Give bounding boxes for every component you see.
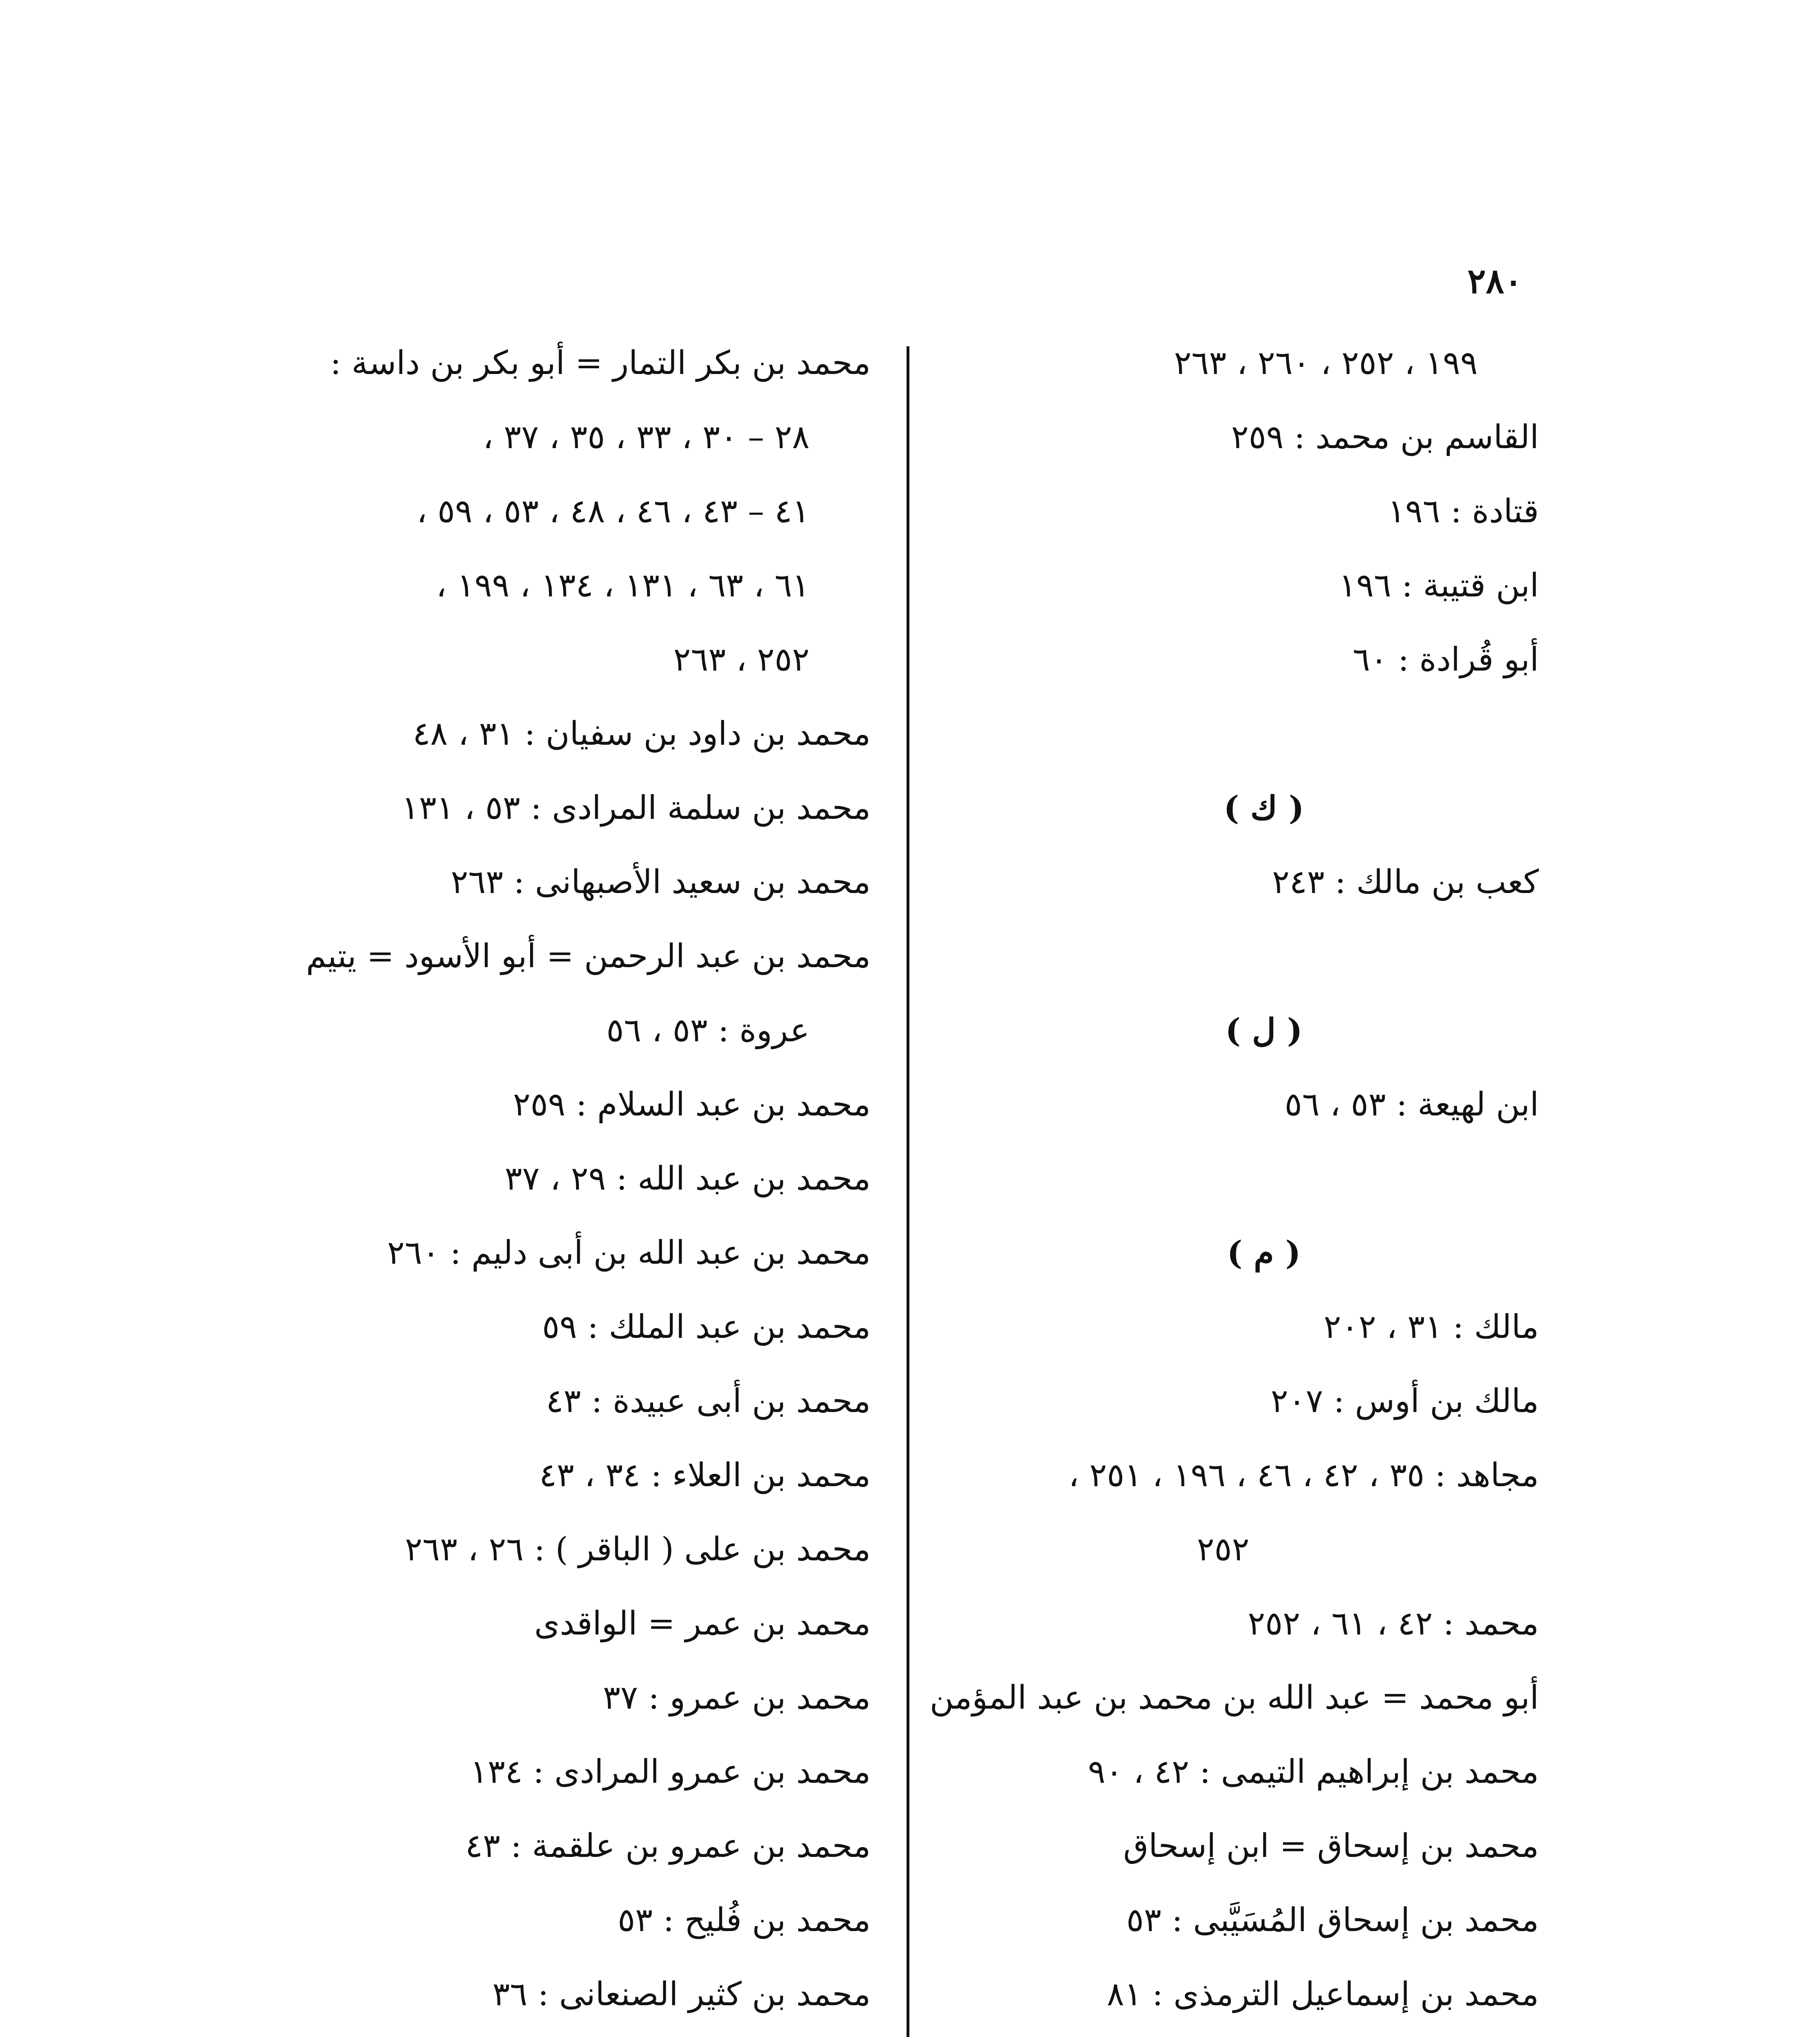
- letter-heading: ( م ): [1227, 1234, 1301, 1272]
- index-entry: محمد بن عبد الله بن أبى دليم : ٢٦٠: [387, 1234, 871, 1271]
- index-entry: محمد بن عمرو المرادى : ١٣٤: [470, 1753, 871, 1791]
- index-entry-continuation: عروة : ٥٣ ، ٥٦: [606, 1011, 810, 1049]
- index-entry: كعب بن مالك : ٢٤٣: [1272, 863, 1539, 901]
- index-entry: ابن قتيبة : ١٩٦: [1338, 566, 1539, 604]
- index-entry: محمد بن بكر التمار = أبو بكر بن داسة :: [330, 344, 871, 382]
- index-entry-continuation: ٤١ – ٤٣ ، ٤٦ ، ٤٨ ، ٥٣ ، ٥٩ ،: [416, 492, 810, 530]
- index-entry: محمد بن عبد الله : ٢٩ ، ٣٧: [504, 1159, 871, 1197]
- index-entry: مالك بن أوس : ٢٠٧: [1270, 1382, 1539, 1420]
- page-number: ٢٨٠: [1467, 261, 1523, 301]
- column-divider: [907, 346, 909, 2037]
- blank-line: [907, 1142, 1539, 1216]
- blank-line: [907, 697, 1539, 771]
- index-entry: محمد بن العلاء : ٣٤ ، ٤٣: [539, 1456, 871, 1494]
- index-entry: محمد بن عمرو بن علقمة : ٤٣: [465, 1827, 871, 1865]
- index-entry: محمد بن سلمة المرادى : ٥٣ ، ١٣١: [401, 789, 871, 827]
- index-entry: محمد بن عبد السلام : ٢٥٩: [513, 1085, 871, 1123]
- index-entry-continuation: ٢٥٢ ، ٢٦٣: [673, 640, 810, 678]
- index-entry: القاسم بن محمد : ٢٥٩: [1231, 418, 1539, 456]
- index-entry: محمد بن داود بن سفيان : ٣١ ، ٤٨: [412, 715, 871, 752]
- index-entry: محمد : ٤٢ ، ٦١ ، ٢٥٢: [1248, 1604, 1539, 1642]
- index-entry: محمد بن أبى عبيدة : ٤٣: [546, 1382, 871, 1420]
- index-column-left: [178, 326, 871, 2037]
- index-entry: محمد بن على ( الباقر ) : ٢٦ ، ٢٦٣: [405, 1530, 871, 1568]
- index-entry: محمد بن فُليح : ٥٣: [617, 1901, 871, 1939]
- index-entry: أبو محمد = عبد الله بن محمد بن عبد المؤمن: [929, 1678, 1539, 1716]
- index-entry: محمد بن إسماعيل الترمذى : ٨١: [1107, 1975, 1539, 2013]
- index-entry-continuation: ١٩٩ ، ٢٥٢ ، ٢٦٠ ، ٢٦٣: [1174, 344, 1478, 382]
- index-entry: محمد بن عبد الملك : ٥٩: [542, 1308, 871, 1346]
- index-entry: ابن لهيعة : ٥٣ ، ٥٦: [1284, 1085, 1539, 1123]
- index-entry: محمد بن عمر = الواقدى: [534, 1604, 871, 1642]
- letter-heading: ( ك ): [1224, 789, 1304, 827]
- index-entry-continuation: ٢٨ – ٣٠ ، ٣٣ ، ٣٥ ، ٣٧ ،: [483, 418, 810, 456]
- index-entry: محمد بن إسحاق المُسَيَّبى : ٥٣: [1126, 1901, 1539, 1939]
- index-entry: محمد بن إسحاق = ابن إسحاق: [1123, 1827, 1539, 1865]
- index-entry: محمد بن سعيد الأصبهانى : ٢٦٣: [451, 863, 871, 901]
- index-entry-continuation: ٦١ ، ٦٣ ، ١٣١ ، ١٣٤ ، ١٩٩ ،: [436, 566, 810, 604]
- index-entry: محمد بن إبراهيم التيمى : ٤٢ ، ٩٠: [1088, 1753, 1539, 1791]
- index-entry: [178, 2031, 871, 2037]
- index-entry: محمد بن عبد الرحمن = أبو الأسود = يتيم: [306, 937, 871, 975]
- index-entry: أبو قُرادة : ٦٠: [1352, 640, 1539, 678]
- index-entry: محمد بن عمرو : ٣٧: [603, 1678, 871, 1716]
- index-entry: مجاهد : ٣٥ ، ٤٢ ، ٤٦ ، ١٩٦ ، ٢٥١ ،: [1068, 1456, 1539, 1494]
- index-entry: [907, 2031, 1539, 2037]
- letter-heading: ( ل ): [1225, 1011, 1303, 1049]
- index-entry: قتادة : ١٩٦: [1387, 492, 1539, 530]
- index-entry: مالك : ٣١ ، ٢٠٢: [1323, 1308, 1539, 1346]
- index-column-right: [907, 326, 1539, 2037]
- index-entry: محمد بن كثير الصنعانى : ٣٦: [492, 1975, 871, 2013]
- blank-line: [907, 919, 1539, 993]
- index-entry-continuation: ٢٥٢: [1197, 1530, 1250, 1568]
